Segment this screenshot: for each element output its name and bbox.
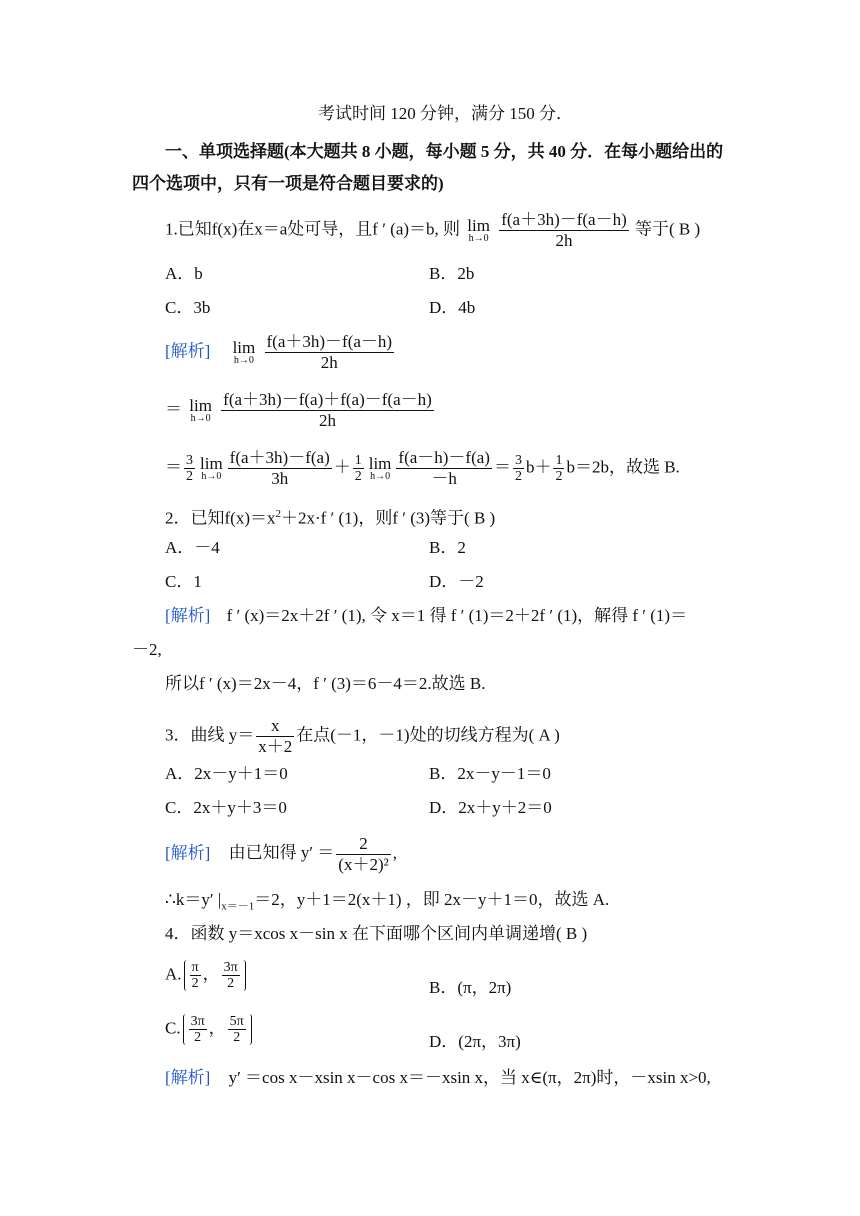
q3-fraction	[256, 716, 294, 757]
bound-high	[222, 960, 240, 991]
comma: ，	[208, 1018, 226, 1038]
frac-den: x＋2	[258, 737, 293, 756]
q2-stem-b: ＋2x·f ′ (1)，则f ′ (3)等于( B )	[280, 508, 496, 528]
q1-fraction	[499, 210, 629, 251]
frac-num: 3π	[223, 960, 238, 975]
q3-option-a: A．2x－y＋1＝0	[165, 764, 288, 783]
plus: ＋	[333, 457, 351, 477]
lim-sub: h→0	[370, 470, 391, 482]
bound-low	[190, 960, 201, 991]
q4-solution-line1	[165, 1066, 711, 1090]
q2-exponent: 2	[275, 508, 281, 520]
frac-num: f(a＋3h)－f(a－h)	[501, 210, 627, 229]
lim-text: lim	[200, 453, 223, 473]
frac-num: f(a＋3h)－f(a－h)	[266, 332, 393, 351]
q3-solution-line1	[165, 834, 397, 875]
frac-den: 2h	[499, 230, 629, 251]
fraction	[265, 332, 395, 373]
fraction	[221, 390, 434, 431]
lim-sub: h→0	[468, 232, 489, 244]
q1-option-a: A．b	[165, 264, 203, 283]
frac-den: 2	[354, 469, 362, 484]
frac-den: (x＋2)²	[338, 855, 389, 874]
q2-stem	[165, 502, 495, 531]
frac-den: 2	[555, 469, 563, 484]
q1-solution-line1	[165, 332, 396, 373]
q2-solution-line2: －2,	[132, 640, 162, 659]
coef	[513, 453, 524, 484]
q4-option-d: D．(2π，3π)	[429, 1032, 521, 1051]
q2-option-b: B．2	[429, 538, 466, 557]
frac-den: 2	[189, 1029, 207, 1045]
frac-num: 1	[555, 453, 563, 468]
q2-solution-text: f ′ (x)＝2x＋2f ′ (1), 令 x＝1 得 f ′ (1)＝2＋2f ′ (1)，解得 f ′ (1)＝	[226, 606, 688, 625]
frac-num: 3	[514, 453, 522, 468]
equals: ＝	[165, 399, 182, 419]
q3-solution-line2	[165, 888, 609, 918]
frac-den: －h	[396, 468, 492, 489]
q1-stem	[165, 210, 700, 251]
coef	[553, 453, 564, 484]
frac-den: 2h	[265, 352, 395, 373]
bound-high	[228, 1014, 246, 1045]
q3-stem	[165, 716, 560, 757]
limit	[189, 395, 212, 424]
lim-sub: h→0	[201, 470, 222, 482]
frac-den: 2	[228, 1029, 246, 1045]
frac-num: x	[271, 716, 280, 735]
analysis-tag: [解析]	[165, 1068, 211, 1087]
lim-text: lim	[467, 215, 490, 235]
section-title-line2: 四个选项中，只有一项是符合题目要求的)	[132, 174, 444, 193]
q1-answer: 等于( B )	[635, 219, 701, 239]
limit	[232, 337, 256, 366]
q2-option-d: D．－2	[429, 572, 484, 591]
conclusion: b＝2b，故选 B.	[566, 457, 680, 477]
lim-text: lim	[232, 337, 256, 357]
q3-stem-b: 在点(－1，－1)处的切线方程为( A )	[296, 725, 560, 745]
q1-limit	[467, 215, 490, 244]
q1-option-b: B．2b	[429, 264, 475, 283]
q3-slope-text: ∴k＝y′ |	[165, 890, 222, 909]
limit	[200, 453, 223, 482]
q2-solution-line3: 所以f ′ (x)＝2x－4，f ′ (3)＝6－4＝2.故选 B.	[165, 674, 486, 693]
frac-den: 2	[186, 469, 193, 484]
frac-num: 3π	[190, 1014, 205, 1029]
comma: ,	[392, 843, 397, 863]
q3-tangent-text: ＝2，y＋1＝2(x＋1) ，即 2x－y＋1＝0，故选 A.	[254, 890, 610, 909]
q2-solution-line1	[165, 604, 687, 628]
limit	[368, 453, 392, 482]
frac-den: 2	[514, 469, 522, 484]
analysis-tag: [解析]	[165, 843, 211, 863]
q4-stem: 4．函数 y＝xcos x－sin x 在下面哪个区间内单调递增( B )	[165, 924, 588, 943]
q1-option-d: D．4b	[429, 298, 476, 317]
equals: ＝	[493, 457, 511, 477]
q3-option-b: B．2x－y－1＝0	[429, 764, 551, 783]
q3-eval-point: x＝－1	[221, 900, 255, 913]
q4-option-a	[165, 960, 248, 991]
frac-den: 2	[190, 975, 201, 991]
frac-den: 3h	[228, 468, 332, 489]
coef	[184, 453, 195, 484]
option-label: A.	[165, 964, 182, 984]
frac-num: π	[191, 960, 199, 975]
bound-low	[189, 1014, 207, 1045]
q2-stem-a: 2．已知f(x)＝x	[165, 508, 276, 528]
frac-den: 2	[222, 975, 240, 991]
frac-num: f(a＋3h)－f(a)＋f(a)－f(a－h)	[223, 390, 432, 409]
interval-bracket	[184, 960, 246, 991]
coef	[353, 453, 364, 484]
option-label: C.	[165, 1018, 181, 1038]
q3-stem-a: 3．曲线 y＝	[165, 725, 255, 745]
exam-info: 考试时间 120 分钟，满分 150 分．	[318, 104, 573, 123]
fraction	[396, 448, 492, 489]
frac-num: 2	[359, 834, 368, 853]
section-title-line1: 一、单项选择题(本大题共 8 小题，每小题 5 分，共 40 分．在每小题给出的	[165, 142, 724, 161]
interval-bracket	[183, 1014, 252, 1045]
frac-num: f(a－h)－f(a)	[398, 448, 490, 467]
comma: ，	[202, 964, 220, 984]
q3-option-d: D．2x＋y＋2＝0	[429, 798, 552, 817]
derivative-fraction	[336, 834, 390, 875]
frac-num: f(a＋3h)－f(a)	[229, 448, 330, 467]
lim-sub: h→0	[190, 412, 211, 424]
equals: ＝	[165, 457, 182, 477]
fraction	[228, 448, 332, 489]
q4-option-c	[165, 1014, 254, 1045]
frac-num: 3	[186, 453, 193, 468]
q4-option-b: B．(π，2π)	[429, 978, 512, 997]
analysis-tag: [解析]	[165, 341, 211, 361]
q1-stem-text: 1.已知f(x)在x＝a处可导，且f ′ (a)＝b, 则	[165, 219, 461, 239]
term: b＋	[525, 457, 552, 477]
q2-option-c: C．1	[165, 572, 202, 591]
lim-text: lim	[368, 453, 392, 473]
q2-option-a: A．－4	[165, 538, 220, 557]
frac-num: 5π	[229, 1014, 244, 1029]
lim-sub: h→0	[233, 354, 254, 366]
q3-option-c: C．2x＋y＋3＝0	[165, 798, 287, 817]
q1-solution-line2	[165, 390, 436, 431]
q1-option-c: C．3b	[165, 298, 211, 317]
q1-solution-line3	[165, 448, 680, 489]
analysis-tag: [解析]	[165, 606, 211, 625]
frac-num: 1	[354, 453, 362, 468]
lim-text: lim	[189, 395, 212, 415]
q4-solution-text: y′ ＝cos x－xsin x－cos x＝－xsin x，当 x∈(π，2π)时，－xsin x>0,	[228, 1068, 711, 1087]
q3-solution-text: 由已知得 y′ ＝	[228, 843, 335, 863]
frac-den: 2h	[221, 410, 434, 431]
